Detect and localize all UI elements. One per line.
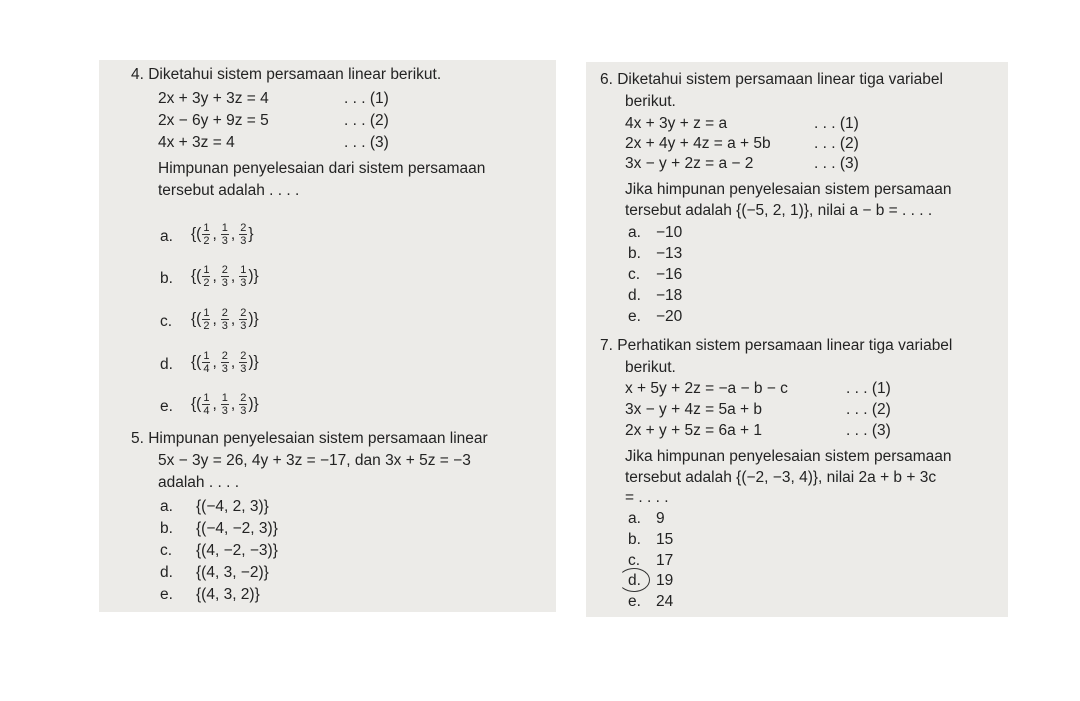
q7-option-e-letter: e. — [628, 593, 641, 610]
fraction-numerator: 1 — [203, 264, 210, 276]
q4-option-set — [191, 350, 259, 375]
q4-option-fraction — [202, 307, 210, 332]
q4-option-set — [191, 264, 259, 289]
fraction-numerator: 1 — [203, 307, 210, 319]
q4-option-set — [191, 222, 254, 247]
q4-option-fraction — [221, 350, 229, 375]
q7-question-line2: tersebut adalah {(−2, −3, 4)}, nilai 2a + b + 3c — [625, 469, 937, 486]
q4-eq2-tag: . . . (2) — [344, 112, 389, 129]
q4-option-fraction — [202, 392, 210, 417]
fraction-denominator: 2 — [203, 235, 210, 247]
fraction-separator: , — [230, 310, 236, 328]
fraction-denominator: 3 — [221, 320, 228, 332]
q4-option-letter: c. — [160, 313, 173, 330]
q7-eq3-tag: . . . (3) — [846, 422, 891, 439]
fraction-denominator: 2 — [203, 320, 210, 332]
q4-option-close: } — [248, 225, 254, 243]
q7-option-c-letter: c. — [628, 552, 641, 569]
fraction-denominator: 4 — [203, 405, 210, 417]
q6-option-c-letter: c. — [628, 266, 641, 283]
fraction-numerator: 1 — [203, 392, 210, 404]
q7-option-d-letter: d. — [628, 572, 641, 589]
q6-option-b: −13 — [656, 245, 683, 262]
q4-option-fraction — [239, 392, 247, 417]
q4-option-close: )} — [248, 310, 259, 328]
q4-eq1: 2x + 3y + 3z = 4 — [158, 90, 269, 107]
q4-question-line1: Himpunan penyelesaian dari sistem persamaan — [158, 160, 486, 177]
fraction-numerator: 2 — [221, 350, 228, 362]
q7-option-b: 15 — [656, 531, 674, 548]
q7-line2: berikut. — [625, 359, 676, 376]
q5-option-d-letter: d. — [160, 564, 173, 581]
fraction-denominator: 2 — [203, 277, 210, 289]
q6-option-d-letter: d. — [628, 287, 641, 304]
q4-option-close: )} — [248, 353, 259, 371]
fraction-denominator: 4 — [203, 363, 210, 375]
q4-option-open: {( — [191, 395, 202, 413]
fraction-numerator: 1 — [203, 222, 210, 234]
fraction-separator: , — [212, 395, 217, 413]
q7-option-c: 17 — [656, 552, 674, 569]
q4-option-fraction — [239, 264, 247, 289]
q4-eq1-tag: . . . (1) — [344, 90, 389, 107]
q6-option-b-letter: b. — [628, 245, 641, 262]
fraction-denominator: 3 — [221, 405, 228, 417]
q6-eq1: 4x + 3y + z = a — [625, 115, 728, 132]
q4-option-fraction — [221, 392, 229, 417]
q6-question-line2: tersebut adalah {(−5, 2, 1)}, nilai a − b = . . . . — [625, 202, 933, 219]
q7-question-line1: Jika himpunan penyelesaian sistem persamaan — [625, 448, 952, 465]
q7-eq1-tag: . . . (1) — [846, 380, 891, 397]
q4-eq2: 2x − 6y + 9z = 5 — [158, 112, 269, 129]
q7-eq2-tag: . . . (2) — [846, 401, 891, 418]
fraction-denominator: 3 — [240, 235, 247, 247]
q4-option-open: {( — [191, 267, 202, 285]
q7-question-line3: = . . . . — [625, 489, 669, 506]
q7-stem: 7. Perhatikan sistem persamaan linear tiga variabel — [600, 337, 953, 354]
q6-option-e-letter: e. — [628, 308, 641, 325]
fraction-numerator: 2 — [240, 222, 247, 234]
q5-option-e-letter: e. — [160, 586, 173, 603]
fraction-denominator: 3 — [240, 363, 247, 375]
fraction-separator: , — [212, 225, 217, 243]
fraction-separator: , — [230, 225, 236, 243]
q4-option-fraction — [202, 222, 210, 247]
fraction-separator: , — [212, 267, 217, 285]
answer-circle-mark — [618, 568, 650, 592]
fraction-numerator: 2 — [221, 307, 228, 319]
fraction-denominator: 3 — [240, 320, 247, 332]
q4-option-close: )} — [248, 395, 259, 413]
q7-eq2: 3x − y + 4z = 5a + b — [625, 401, 763, 418]
fraction-separator: , — [230, 267, 236, 285]
q7-option-d: 19 — [656, 572, 674, 589]
q5-line3: adalah . . . . — [158, 474, 239, 491]
q4-option-letter: e. — [160, 398, 173, 415]
fraction-separator: , — [230, 395, 236, 413]
q6-stem: 6. Diketahui sistem persamaan linear tiga variabel — [600, 71, 943, 88]
q6-line2: berikut. — [625, 93, 676, 110]
q5-option-e: {(4, 3, 2)} — [196, 586, 260, 603]
q4-option-fraction — [202, 264, 210, 289]
q6-option-a: −10 — [656, 224, 683, 241]
q4-option-open: {( — [191, 225, 202, 243]
q4-option-set — [191, 307, 259, 332]
q7-eq3: 2x + y + 5z = 6a + 1 — [625, 422, 763, 439]
q6-option-c: −16 — [656, 266, 683, 283]
fraction-numerator: 2 — [240, 392, 247, 404]
fraction-denominator: 3 — [221, 363, 228, 375]
fraction-numerator: 2 — [221, 264, 228, 276]
q4-eq3: 4x + 3z = 4 — [158, 134, 235, 151]
fraction-numerator: 1 — [240, 264, 247, 276]
q4-option-letter: d. — [160, 356, 173, 373]
q4-option-fraction — [239, 307, 247, 332]
fraction-separator: , — [230, 353, 236, 371]
q5-option-a-letter: a. — [160, 498, 173, 515]
q4-option-close: )} — [248, 267, 259, 285]
q4-option-letter: a. — [160, 228, 173, 245]
q4-option-fraction — [221, 264, 229, 289]
q5-line2: 5x − 3y = 26, 4y + 3z = −17, dan 3x + 5z = −3 — [158, 452, 471, 469]
q6-eq2-tag: . . . (2) — [814, 135, 859, 152]
q4-option-fraction — [239, 222, 247, 247]
q4-eq3-tag: . . . (3) — [344, 134, 389, 151]
fraction-denominator: 3 — [221, 277, 228, 289]
fraction-numerator: 1 — [203, 350, 210, 362]
q4-option-fraction — [221, 307, 229, 332]
fraction-separator: , — [212, 310, 217, 328]
q7-option-e: 24 — [656, 593, 674, 610]
fraction-denominator: 3 — [221, 235, 228, 247]
q5-option-d: {(4, 3, −2)} — [196, 564, 269, 581]
fraction-denominator: 3 — [240, 405, 247, 417]
q5-option-a: {(−4, 2, 3)} — [196, 498, 269, 515]
q5-option-b-letter: b. — [160, 520, 173, 537]
q6-question-line1: Jika himpunan penyelesaian sistem persamaan — [625, 181, 952, 198]
q6-eq3: 3x − y + 2z = a − 2 — [625, 155, 754, 172]
q5-stem: 5. Himpunan penyelesaian sistem persamaan linear — [131, 430, 488, 447]
q6-eq1-tag: . . . (1) — [814, 115, 859, 132]
q5-option-c: {(4, −2, −3)} — [196, 542, 278, 559]
q6-eq3-tag: . . . (3) — [814, 155, 859, 172]
fraction-numerator: 2 — [240, 307, 247, 319]
q7-option-b-letter: b. — [628, 531, 641, 548]
fraction-separator: , — [212, 353, 217, 371]
q4-option-open: {( — [191, 353, 202, 371]
q4-option-fraction — [202, 350, 210, 375]
q7-option-a-letter: a. — [628, 510, 641, 527]
q4-option-fraction — [239, 350, 247, 375]
fraction-numerator: 2 — [240, 350, 247, 362]
q7-option-a: 9 — [656, 510, 665, 527]
q4-option-set — [191, 392, 259, 417]
q5-option-c-letter: c. — [160, 542, 173, 559]
fraction-numerator: 1 — [221, 222, 228, 234]
q4-option-fraction — [221, 222, 229, 247]
q6-eq2: 2x + 4y + 4z = a + 5b — [625, 135, 771, 152]
q6-option-d: −18 — [656, 287, 683, 304]
q6-option-a-letter: a. — [628, 224, 641, 241]
q4-stem: 4. Diketahui sistem persamaan linear berikut. — [131, 66, 442, 83]
q5-option-b: {(−4, −2, 3)} — [196, 520, 278, 537]
q7-eq1: x + 5y + 2z = −a − b − c — [625, 380, 788, 397]
q6-option-e: −20 — [656, 308, 683, 325]
q4-option-letter: b. — [160, 270, 173, 287]
fraction-denominator: 3 — [240, 277, 247, 289]
q4-question-line2: tersebut adalah . . . . — [158, 182, 300, 199]
fraction-numerator: 1 — [221, 392, 228, 404]
q4-option-open: {( — [191, 310, 202, 328]
